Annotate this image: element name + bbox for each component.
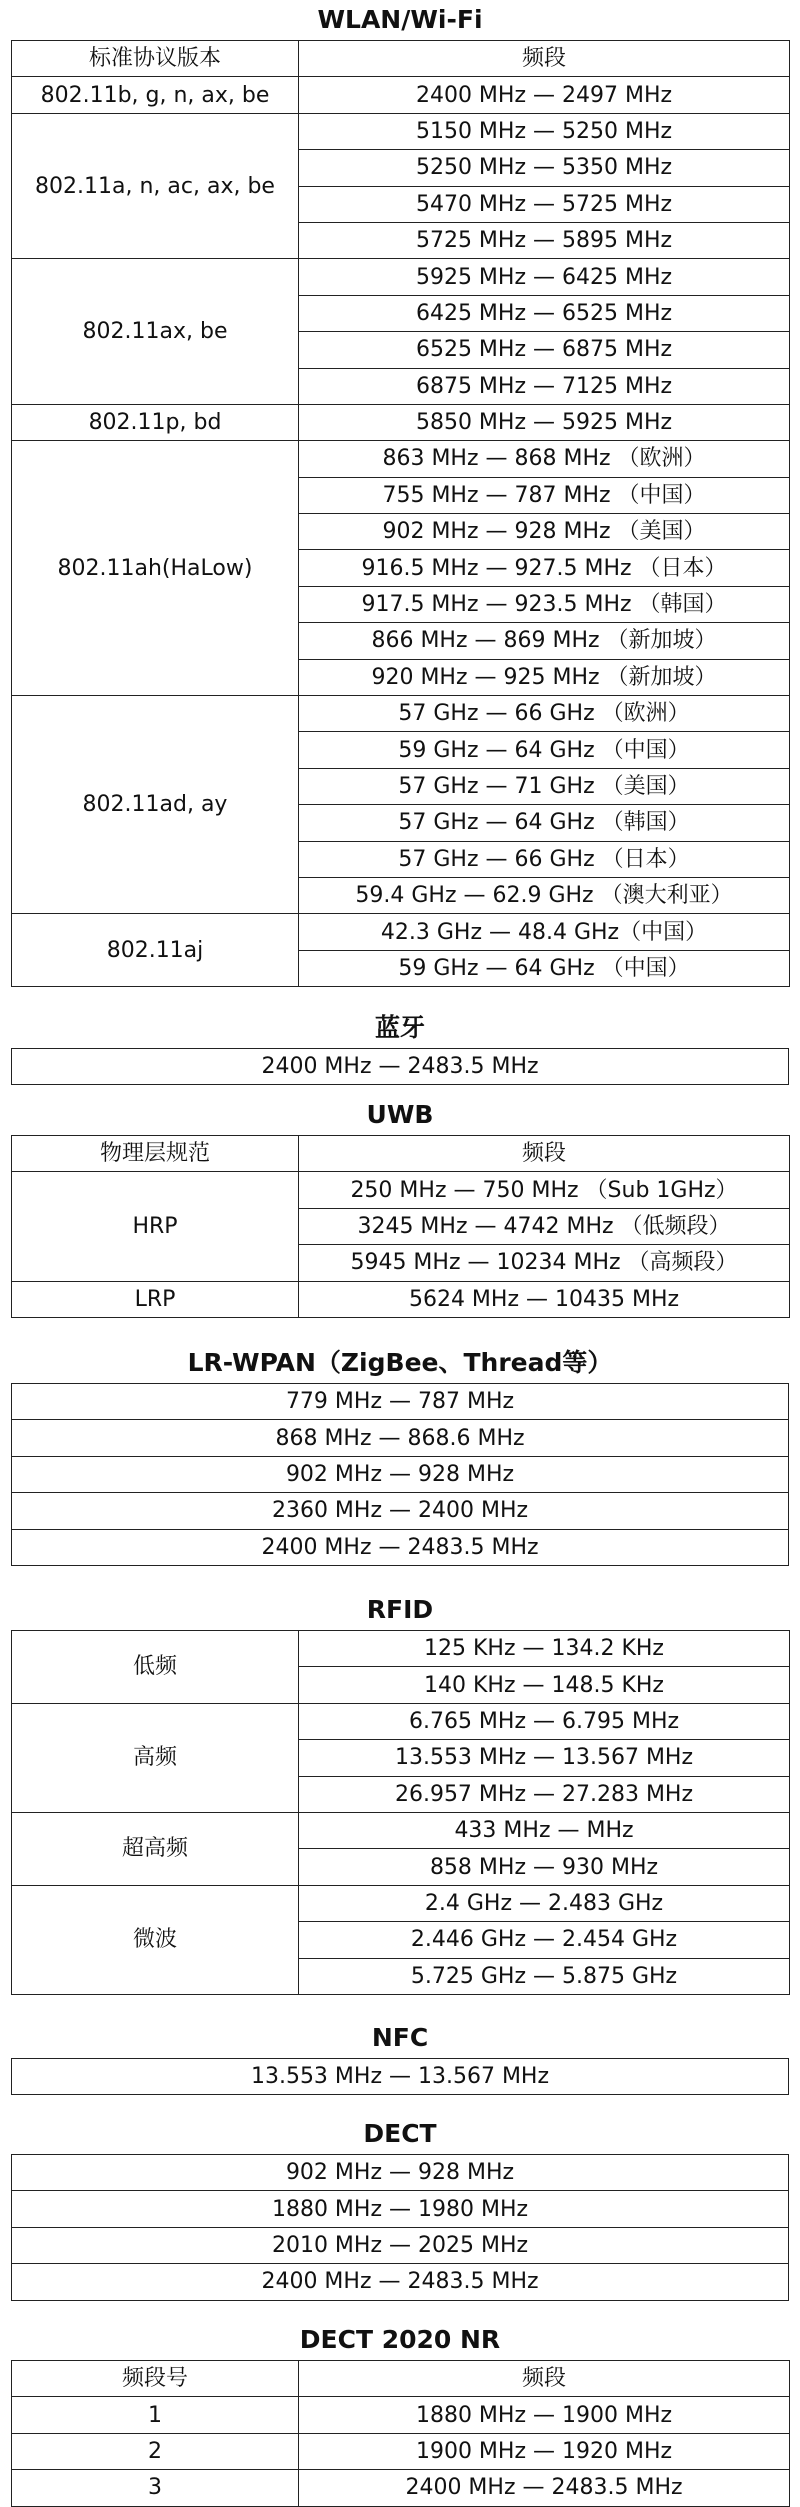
uwb-section-title: UWB: [366, 1100, 434, 1129]
table-row: [12, 1049, 789, 1085]
standard-cell: 802.11ax, be: [12, 259, 299, 405]
header-row: [12, 41, 790, 77]
band-cell: 5624 MHz — 10435 MHz: [299, 1281, 790, 1317]
table-row: [12, 1529, 789, 1565]
standard-cell: 802.11ah(HaLow): [12, 441, 299, 696]
band-cell: 59 GHz — 64 GHz （中国）: [299, 950, 790, 986]
column-header: 频段号: [12, 2361, 299, 2397]
band-cell: 57 GHz — 71 GHz （美国）: [299, 768, 790, 804]
table-row: [12, 1172, 790, 1208]
band-cell: 140 KHz — 148.5 KHz: [299, 1667, 790, 1703]
band-cell: 2360 MHz — 2400 MHz: [12, 1493, 789, 1529]
table-row: [12, 2155, 789, 2191]
standard-cell: 802.11a, n, ac, ax, be: [12, 113, 299, 259]
table-row: [12, 1281, 790, 1317]
band-cell: 1900 MHz — 1920 MHz: [299, 2433, 790, 2469]
standard-cell: 超高频: [12, 1812, 299, 1885]
band-cell: 917.5 MHz — 923.5 MHz （韩国）: [299, 586, 790, 622]
column-header: 物理层规范: [12, 1136, 299, 1172]
band-cell: 2.4 GHz — 2.483 GHz: [299, 1885, 790, 1921]
band-cell: 57 GHz — 64 GHz （韩国）: [299, 805, 790, 841]
table-row: [12, 2059, 789, 2095]
rfid-section-title: RFID: [366, 1595, 434, 1624]
band-cell: 902 MHz — 928 MHz: [12, 2155, 789, 2191]
bluetooth-table: [11, 1048, 789, 1085]
band-cell: 433 MHz — MHz: [299, 1812, 790, 1848]
table-row: [12, 1456, 789, 1492]
band-cell: 5945 MHz — 10234 MHz （高频段）: [299, 1245, 790, 1281]
table-row: [12, 2470, 790, 2506]
table-row: [12, 2397, 790, 2433]
table-row: [12, 2433, 790, 2469]
standard-cell: HRP: [12, 1172, 299, 1281]
nfc-section-title: NFC: [371, 2023, 429, 2052]
nfc-table: [11, 2058, 789, 2095]
table-row: [12, 1631, 790, 1667]
table-row: [12, 1703, 790, 1739]
standard-cell: 802.11b, g, n, ax, be: [12, 77, 299, 113]
band-cell: 57 GHz — 66 GHz （欧洲）: [299, 696, 790, 732]
band-cell: 755 MHz — 787 MHz （中国）: [299, 477, 790, 513]
bluetooth-section-title: 蓝牙: [374, 1013, 425, 1042]
standard-cell: 802.11p, bd: [12, 404, 299, 440]
band-cell: 1880 MHz — 1980 MHz: [12, 2191, 789, 2227]
band-cell: 42.3 GHz — 48.4 GHz（中国）: [299, 914, 790, 950]
band-cell: 916.5 MHz — 927.5 MHz （日本）: [299, 550, 790, 586]
standard-cell: 微波: [12, 1885, 299, 1994]
table-row: [12, 1384, 789, 1420]
band-cell: 13.553 MHz — 13.567 MHz: [12, 2059, 789, 2095]
band-cell: 250 MHz — 750 MHz （Sub 1GHz）: [299, 1172, 790, 1208]
band-cell: 6875 MHz — 7125 MHz: [299, 368, 790, 404]
table-row: [12, 2191, 789, 2227]
band-cell: 5150 MHz — 5250 MHz: [299, 113, 790, 149]
band-cell: 2400 MHz — 2497 MHz: [299, 77, 790, 113]
band-cell: 57 GHz — 66 GHz （日本）: [299, 841, 790, 877]
band-cell: 902 MHz — 928 MHz （美国）: [299, 514, 790, 550]
band-cell: 5925 MHz — 6425 MHz: [299, 259, 790, 295]
table-row: [12, 2227, 789, 2263]
band-cell: 2.446 GHz — 2.454 GHz: [299, 1922, 790, 1958]
band-cell: 5.725 GHz — 5.875 GHz: [299, 1958, 790, 1994]
band-cell: 920 MHz — 925 MHz （新加坡）: [299, 659, 790, 695]
band-cell: 858 MHz — 930 MHz: [299, 1849, 790, 1885]
lrwpan-table: [11, 1383, 789, 1566]
column-header: 频段: [299, 1136, 790, 1172]
table-row: [12, 914, 790, 950]
dect2020-table: [11, 2360, 790, 2507]
dect-table: [11, 2154, 789, 2301]
standard-cell: 高频: [12, 1703, 299, 1812]
wlan-table: [11, 40, 790, 987]
band-cell: 779 MHz — 787 MHz: [12, 1384, 789, 1420]
dect-section-title: DECT: [363, 2119, 437, 2148]
band-cell: 5250 MHz — 5350 MHz: [299, 150, 790, 186]
band-cell: 868 MHz — 868.6 MHz: [12, 1420, 789, 1456]
standard-cell: 2: [12, 2433, 299, 2469]
header-row: [12, 1136, 790, 1172]
band-cell: 1880 MHz — 1900 MHz: [299, 2397, 790, 2433]
wlan-section-title: WLAN/Wi-Fi: [317, 5, 483, 34]
standard-cell: 802.11ad, ay: [12, 696, 299, 914]
band-cell: 3245 MHz — 4742 MHz （低频段）: [299, 1208, 790, 1244]
band-cell: 2400 MHz — 2483.5 MHz: [12, 1529, 789, 1565]
band-cell: 6525 MHz — 6875 MHz: [299, 332, 790, 368]
table-row: [12, 1420, 789, 1456]
column-header: 频段: [299, 2361, 790, 2397]
table-row: [12, 696, 790, 732]
band-cell: 26.957 MHz — 27.283 MHz: [299, 1776, 790, 1812]
standard-cell: 3: [12, 2470, 299, 2506]
header-row: [12, 2361, 790, 2397]
band-cell: 5725 MHz — 5895 MHz: [299, 222, 790, 258]
band-cell: 13.553 MHz — 13.567 MHz: [299, 1740, 790, 1776]
table-row: [12, 113, 790, 149]
band-cell: 125 KHz — 134.2 KHz: [299, 1631, 790, 1667]
column-header: 标准协议版本: [12, 41, 299, 77]
band-cell: 5850 MHz — 5925 MHz: [299, 404, 790, 440]
standard-cell: 802.11aj: [12, 914, 299, 987]
lrwpan-section-title: LR-WPAN（ZigBee、Thread等）: [187, 1348, 613, 1377]
table-row: [12, 77, 790, 113]
table-row: [12, 1885, 790, 1921]
standard-cell: LRP: [12, 1281, 299, 1317]
band-cell: 6.765 MHz — 6.795 MHz: [299, 1703, 790, 1739]
table-row: [12, 404, 790, 440]
dect2020-section-title: DECT 2020 NR: [299, 2325, 501, 2354]
band-cell: 2400 MHz — 2483.5 MHz: [12, 2264, 789, 2300]
band-cell: 59 GHz — 64 GHz （中国）: [299, 732, 790, 768]
table-row: [12, 441, 790, 477]
band-cell: 902 MHz — 928 MHz: [12, 1456, 789, 1492]
standard-cell: 低频: [12, 1631, 299, 1704]
table-row: [12, 259, 790, 295]
band-cell: 866 MHz — 869 MHz （新加坡）: [299, 623, 790, 659]
band-cell: 863 MHz — 868 MHz （欧洲）: [299, 441, 790, 477]
band-cell: 5470 MHz — 5725 MHz: [299, 186, 790, 222]
uwb-table: [11, 1135, 790, 1318]
standard-cell: 1: [12, 2397, 299, 2433]
table-row: [12, 1812, 790, 1848]
column-header: 频段: [299, 41, 790, 77]
table-row: [12, 1493, 789, 1529]
band-cell: 6425 MHz — 6525 MHz: [299, 295, 790, 331]
band-cell: 2010 MHz — 2025 MHz: [12, 2227, 789, 2263]
band-cell: 2400 MHz — 2483.5 MHz: [12, 1049, 789, 1085]
band-cell: 2400 MHz — 2483.5 MHz: [299, 2470, 790, 2506]
rfid-table: [11, 1630, 790, 1995]
table-row: [12, 2264, 789, 2300]
band-cell: 59.4 GHz — 62.9 GHz （澳大利亚）: [299, 877, 790, 913]
